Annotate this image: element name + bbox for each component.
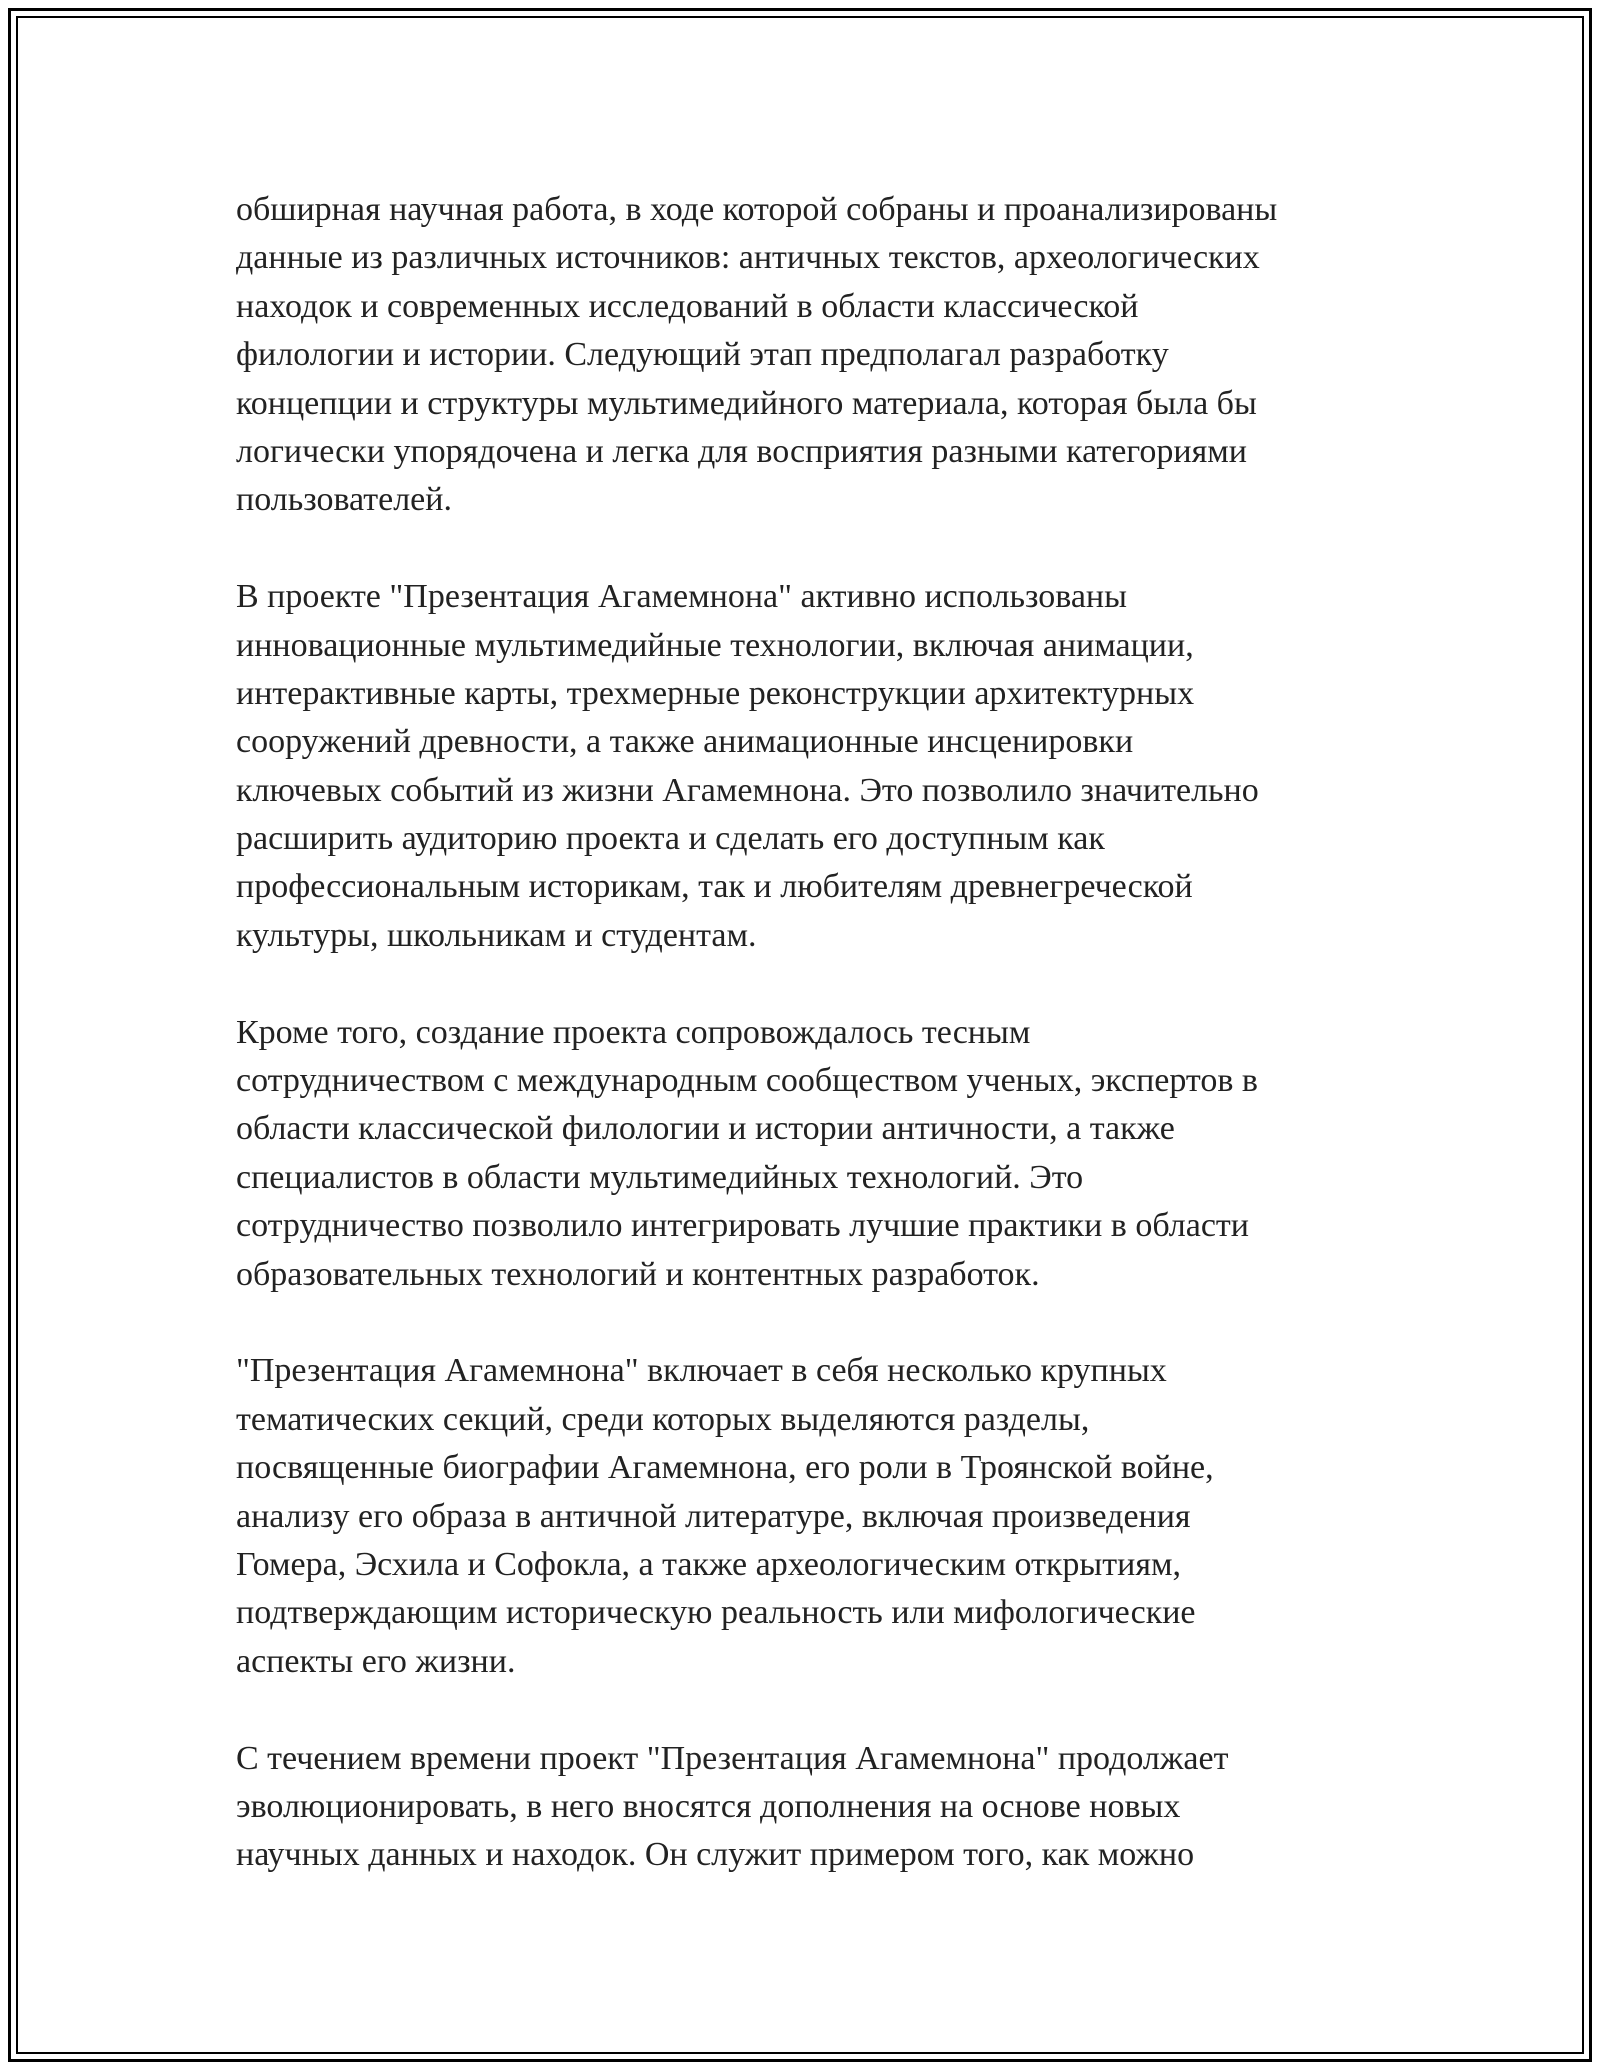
paragraph-5 (236, 1735, 1396, 1880)
document-body (236, 186, 1396, 1880)
text-line: "Презентация Агамемнона" включает в себя несколько крупных (236, 1352, 1167, 1390)
text-line: обширная научная работа, в ходе которой собраны и проанализированы (236, 191, 1278, 228)
paragraph-1 (236, 186, 1396, 525)
text-line: расширить аудиторию проекта и сделать его доступным как (236, 820, 1105, 858)
text-line: концепции и структуры мультимедийного материала, которая была бы (236, 384, 1257, 422)
text-line: подтверждающим историческую реальность или мифологические (236, 1594, 1196, 1632)
text-line: пользователей. (236, 481, 452, 519)
text-line: Кроме того, создание проекта сопровождалось тесным (236, 1013, 1031, 1051)
paragraph-3 (236, 1009, 1396, 1299)
text-line: филологии и истории. Следующий этап предполагал разработку (236, 336, 1169, 374)
text-line: анализу его образа в античной литературе, включая произведения (236, 1497, 1191, 1535)
text-line: С течением времени проект "Презентация Агамемнона" продолжает (236, 1739, 1229, 1777)
paragraph-4 (236, 1347, 1396, 1686)
text-line: тематических секций, среди которых выделяются разделы, (236, 1400, 1090, 1438)
text-line: области классической филологии и истории античности, а также (236, 1110, 1175, 1148)
text-line: логически упорядочена и легка для восприятия разными категориями (236, 432, 1247, 470)
text-line: специалистов в области мультимедийных технологий. Это (236, 1158, 1084, 1196)
text-line: профессиональным историкам, так и любителям древнегреческой (236, 868, 1193, 906)
text-line: эволюционировать, в него вносятся дополнения на основе новых (236, 1787, 1181, 1825)
text-line: данные из различных источников: античных текстов, археологических (236, 239, 1260, 277)
text-line: интерактивные карты, трехмерные реконструкции архитектурных (236, 674, 1195, 712)
text-line: находок и современных исследований в области классической (236, 287, 1139, 325)
text-line: образовательных технологий и контентных разработок. (236, 1255, 1040, 1293)
text-line: культуры, школьникам и студентам. (236, 916, 757, 954)
text-line: аспекты его жизни. (236, 1642, 516, 1680)
text-line: сотрудничество позволило интегрировать лучшие практики в области (236, 1207, 1249, 1245)
text-line: сотрудничеством с международным сообществом ученых, экспертов в (236, 1062, 1258, 1100)
text-line: сооружений древности, а также анимационные инсценировки (236, 723, 1134, 761)
text-line: инновационные мультимедийные технологии, включая анимации, (236, 626, 1194, 664)
text-line: научных данных и находок. Он служит примером того, как можно (236, 1836, 1195, 1874)
text-line: посвященные биографии Агамемнона, его роли в Троянской войне, (236, 1449, 1214, 1487)
text-line: В проекте "Презентация Агамемнона" активно использованы (236, 578, 1127, 616)
text-line: Гомера, Эсхила и Софокла, а также археологическим открытиям, (236, 1545, 1181, 1583)
text-line: ключевых событий из жизни Агамемнона. Это позволило значительно (236, 771, 1259, 809)
paragraph-2 (236, 573, 1396, 960)
